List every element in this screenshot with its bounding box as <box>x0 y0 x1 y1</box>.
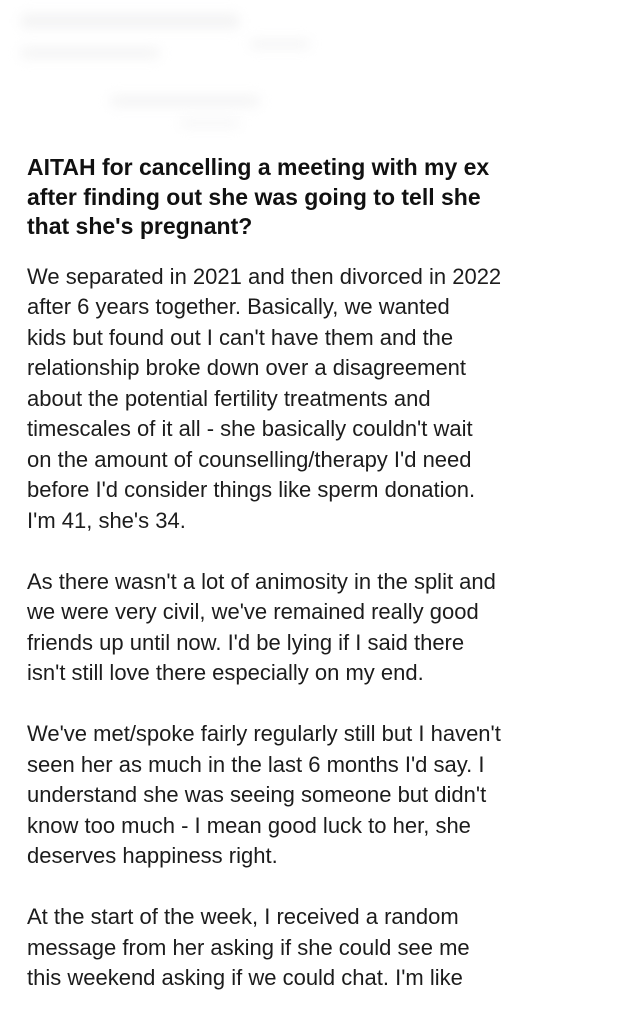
post-title <box>27 153 617 242</box>
post-title-line: AITAH for cancelling a meeting with my ex <box>27 154 490 180</box>
blurred-meta-secondary <box>180 120 240 126</box>
post-text-line: about the potential fertility treatments and <box>27 385 431 411</box>
post-paragraph <box>27 719 617 872</box>
post-text-line: deserves happiness right. <box>27 843 278 868</box>
post-text-line: this weekend asking if we could chat. I'm like <box>27 965 463 990</box>
post-text-line: know too much - I mean good luck to her, she <box>27 812 471 838</box>
post-text-line: message from her asking if she could see me <box>27 934 470 960</box>
post-title-line: after finding out she was going to tell she <box>27 183 481 210</box>
blurred-subreddit <box>20 48 160 58</box>
post-text-line: We separated in 2021 and then divorced in 2022 <box>27 263 502 289</box>
blurred-username <box>20 14 240 28</box>
post-text-line: we were very civil, we've remained really good <box>27 599 479 624</box>
post-text-line: isn't still love there especially on my end. <box>27 660 424 685</box>
blurred-meta <box>110 96 260 106</box>
post-text-line: after 6 years together. Basically, we wanted <box>27 294 450 319</box>
post-text-line: seen her as much in the last 6 months I'd say. I <box>27 751 485 777</box>
post-title-line: that she's pregnant? <box>27 213 253 239</box>
post-body <box>27 262 617 990</box>
blurred-timestamp <box>250 40 310 48</box>
post-text-line: timescales of it all - she basically couldn't wait <box>27 416 473 441</box>
post-text-line: As there wasn't a lot of animosity in the split and <box>27 568 496 594</box>
post-text-line: We've met/spoke fairly regularly still but I haven't <box>27 721 501 746</box>
post-paragraph <box>27 902 617 990</box>
post-text-line: on the amount of counselling/therapy I'd need <box>27 446 472 472</box>
blurred-post-header <box>0 0 633 140</box>
post-text-line: I'm 41, she's 34. <box>27 507 186 533</box>
post-text-line: before I'd consider things like sperm donation. <box>27 477 476 502</box>
post-text-line: understand she was seeing someone but didn't <box>27 782 487 807</box>
post-text-line: friends up until now. I'd be lying if I said there <box>27 629 465 655</box>
post <box>27 153 617 1008</box>
post-text-line: relationship broke down over a disagreement <box>27 355 467 380</box>
post-paragraph <box>27 262 617 537</box>
post-paragraph <box>27 567 617 689</box>
post-text-line: kids but found out I can't have them and the <box>27 324 454 350</box>
post-text-line: At the start of the week, I received a random <box>27 904 459 929</box>
